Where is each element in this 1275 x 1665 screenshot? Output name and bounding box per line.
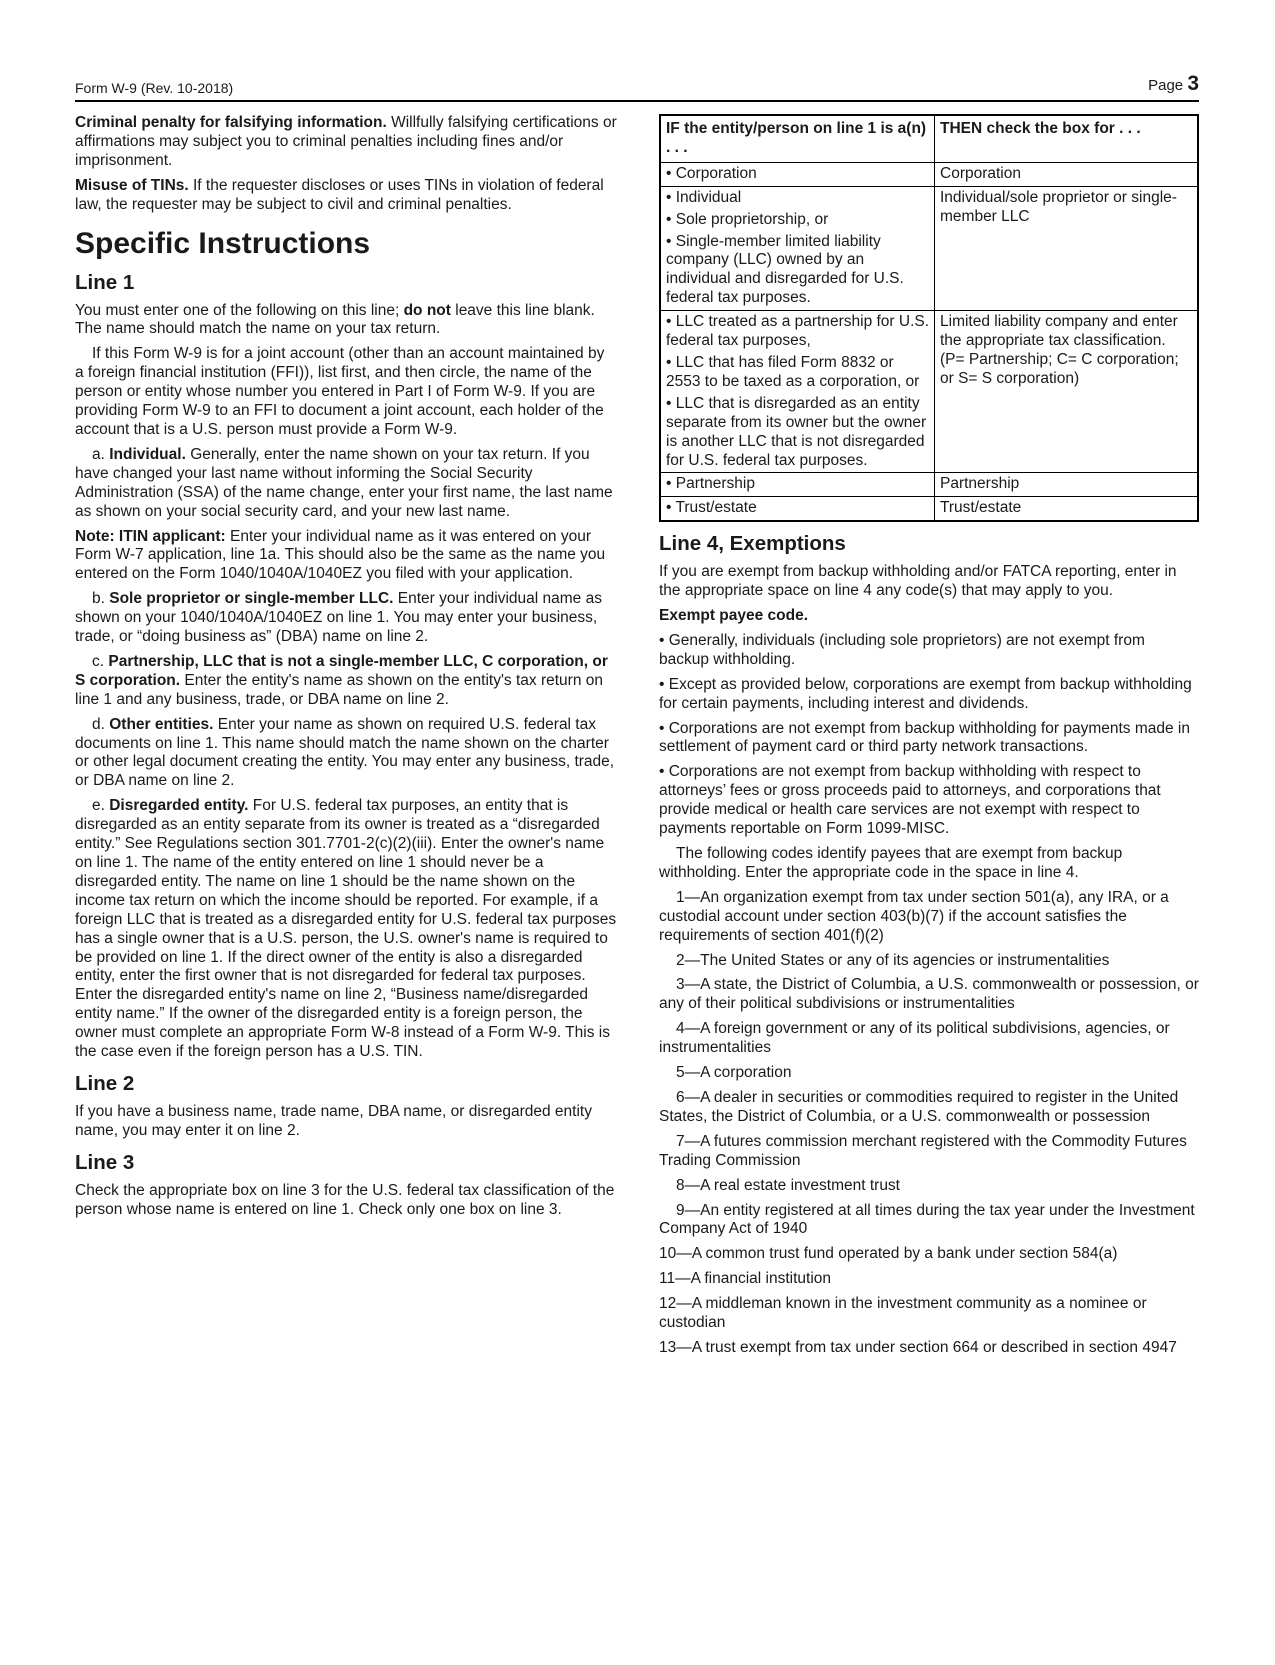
- line1-paragraph-2: If this Form W-9 is for a joint account (other than an account maintained by a foreign financial institution (FFI)), list first, and then circle, the name of the person or entity whose number you entered in Part I of Form W-9. If you are providing Form W-9 to an FFI to document a joint account, each holder of the account that is a U.S. person must provide a Form W-9.: [75, 345, 605, 438]
- table-row: [660, 497, 1198, 521]
- table-cell-if: [660, 162, 935, 186]
- line1-p1-emphasis: do not: [403, 301, 451, 319]
- table-cell-if: [660, 497, 935, 521]
- table-cell-then: Limited liability company and enter the appropriate tax classification. (P= Partnership; C= C corporation; or S= S corporation): [935, 311, 1199, 473]
- table-cell-if: [660, 311, 935, 473]
- line3-paragraph: Check the appropriate box on line 3 for the U.S. federal tax classification of the person whose name is entered on line 1. Check only one box on line 3.: [75, 1181, 615, 1218]
- line1-p1-c: leave this line blank. The name should match the name on your tax return.: [75, 301, 595, 338]
- exempt-payee-label: Exempt payee code.: [659, 607, 809, 625]
- exempt-code-item: 12—A middleman known in the investment community as a nominee or custodian: [659, 1295, 1147, 1332]
- line4-intro: If you are exempt from backup withholding and/or FATCA reporting, enter in the appropriate space on line 4 any code(s) that may apply to you.: [659, 563, 1177, 600]
- item-c-lead: Partnership, LLC that is not a single-member LLC, C corporation, or S corporation.: [75, 652, 608, 689]
- misuse-text: If the requester discloses or uses TINs in violation of federal law, the requester may be subject to civil and criminal penalties.: [75, 176, 604, 213]
- item-b-paragraph: [75, 590, 617, 647]
- table-cell-then: Corporation: [935, 162, 1199, 186]
- table-cell-if: [660, 473, 935, 497]
- codes-intro: The following codes identify payees that are exempt from backup withholding. Enter the appropriate code in the space in line 4.: [659, 845, 1123, 881]
- item-c-text: Enter the entity's name as shown on the entity's tax return on line 1 and any business, trade, or DBA name on line 2.: [75, 671, 604, 708]
- table-row: [660, 311, 1198, 473]
- table-cell-then: Trust/estate: [935, 497, 1199, 521]
- table-bullet: • Individual: [666, 188, 742, 206]
- item-d-lead: Other entities.: [109, 715, 214, 733]
- exempt-payee-heading: [659, 607, 1199, 626]
- specific-instructions-heading: Specific Instructions: [75, 226, 371, 260]
- line4-heading: Line 4, Exemptions: [659, 532, 846, 556]
- item-e-prefix: e.: [92, 797, 110, 815]
- exempt-bullet: • Corporations are not exempt from backup withholding for payments made in settlement of payment card or third party network transactions.: [659, 719, 1190, 756]
- itin-note-lead: Note: ITIN applicant:: [75, 527, 226, 545]
- page-number: 3: [1187, 72, 1199, 95]
- table-row: [660, 162, 1198, 186]
- exempt-code-item: 8—A real estate investment trust: [676, 1176, 900, 1194]
- item-d-prefix: d.: [92, 715, 110, 733]
- line2-heading: Line 2: [75, 1071, 135, 1095]
- table-bullet: • LLC that is disregarded as an entity separate from its owner but the owner is another LLC that is not disregarded for U.S. federal tax purposes.: [666, 394, 927, 469]
- item-a-text: Generally, enter the name shown on your tax return. If you have changed your last name without informing the Social Security Administration (SSA) of the name change, enter your first name, the last name as shown on your social security card, and your new last name.: [75, 445, 613, 520]
- table-bullet: • Single-member limited liability company (LLC) owned by an individual and disregarded for U.S. federal tax purposes.: [666, 232, 904, 307]
- exempt-code-item: 6—A dealer in securities or commodities required to register in the United States, the District of Columbia, or a U.S. commonwealth or possession: [659, 1088, 1179, 1125]
- exempt-code-item: 13—A trust exempt from tax under section 664 or described in section 4947: [659, 1338, 1177, 1356]
- exempt-code-item: 11—A financial institution: [659, 1270, 832, 1288]
- left-column: [75, 114, 617, 1226]
- exempt-code-item: 2—The United States or any of its agencies or instrumentalities: [676, 951, 1110, 969]
- item-b-text: Enter your individual name as shown on your 1040/1040A/1040EZ on line 1. You may enter your business, trade, or “doing business as” (DBA) name on line 2.: [75, 590, 602, 646]
- item-e-lead: Disregarded entity.: [109, 797, 249, 815]
- line1-p1-a: You must enter one of the following on this line;: [75, 301, 404, 319]
- table-bullet: • Sole proprietorship, or: [666, 210, 829, 228]
- exempt-bullet: • Generally, individuals (including sole proprietors) are not exempt from backup withholding.: [659, 631, 1145, 668]
- table-bullet: • LLC treated as a partnership for U.S. federal tax purposes,: [666, 313, 930, 350]
- exempt-code-item: 4—A foreign government or any of its political subdivisions, agencies, or instrumentalities: [659, 1020, 1170, 1057]
- table-cell-then: Partnership: [935, 473, 1199, 497]
- table-bullet: • LLC that has filed Form 8832 or 2553 to be taxed as a corporation, or: [666, 353, 920, 390]
- table-bullet: • Corporation: [666, 164, 757, 182]
- form-label: Form W-9 (Rev. 10-2018): [75, 80, 234, 96]
- item-e-paragraph: [75, 797, 617, 1062]
- table-header-row: [660, 115, 1198, 162]
- classification-table: [659, 114, 1199, 522]
- item-b-lead: Sole proprietor or single-member LLC.: [109, 590, 394, 608]
- misuse-paragraph: [75, 177, 617, 215]
- table-row: [660, 473, 1198, 497]
- criminal-penalty-paragraph: [75, 114, 617, 171]
- table-bullet: • Trust/estate: [666, 499, 757, 517]
- item-e-text: For U.S. federal tax purposes, an entity that is disregarded as an entity separate from its owner is treated as a “disregarded entity.” See Regulations section 301.7701-2(c)(2)(iii). Enter the owner's name on line 1. The name of the entity entered on line 1 should never be a disregarded entity. The name on line 1 should be the name shown on the income tax return on which the income should be reported. For example, if a foreign LLC that is treated as a disregarded entity for U.S. federal tax purposes has a single owner that is a U.S. person, the U.S. owner's name is required to be provided on line 1. If the direct owner of the entity is also a disregarded entity, enter the first owner that is not disregarded for federal tax purposes. Enter the disregarded entity's name on line 2, “Business name/disregarded entity name.” If the owner of the disregarded entity is a foreign person, the owner must complete an appropriate Form W-8 instead of a Form W-9. This is the case even if the foreign person has a U.S. TIN.: [75, 797, 617, 1061]
- table-bullet: • Partnership: [666, 475, 755, 493]
- header-if: IF the entity/person on line 1 is a(n) . . .: [660, 115, 935, 162]
- line2-paragraph: If you have a business name, trade name, DBA name, or disregarded entity name, you may enter it on line 2.: [75, 1102, 592, 1139]
- item-a-prefix: a.: [92, 445, 110, 463]
- exempt-code-item: 1—An organization exempt from tax under section 501(a), any IRA, or a custodial account under section 403(b)(7) if the account satisfies the requirements of section 401(f)(2): [659, 888, 1169, 944]
- right-column: [659, 114, 1199, 1364]
- item-a-lead: Individual.: [109, 445, 186, 463]
- item-c-prefix: c.: [92, 652, 109, 670]
- itin-note-text: Enter your individual name as it was entered on your Form W-7 application, line 1a. This should also be the same as the name you entered on the Form 1040/1040A/1040EZ you filed with your application.: [75, 527, 606, 583]
- page-header: [75, 70, 1199, 102]
- page-label: Page: [1148, 77, 1184, 94]
- table-cell-then: Individual/sole proprietor or single-member LLC: [935, 186, 1199, 310]
- exempt-code-item: 7—A futures commission merchant registered with the Commodity Futures Trading Commission: [659, 1132, 1187, 1169]
- exempt-code-item: 10—A common trust fund operated by a bank under section 584(a): [659, 1245, 1118, 1263]
- table-row: [660, 186, 1198, 310]
- header-then: THEN check the box for . . .: [935, 115, 1199, 162]
- exempt-bullet: • Corporations are not exempt from backup withholding with respect to attorneys’ fees or gross proceeds paid to attorneys, and corporations that provide medical or health care services are not exempt with respect to payments reportable on Form 1099-MISC.: [659, 763, 1161, 838]
- itin-note-paragraph: [75, 528, 617, 585]
- item-b-prefix: b.: [92, 590, 110, 608]
- item-d-text: Enter your name as shown on required U.S. federal tax documents on line 1. This name should match the name shown on the charter or other legal document creating the entity. You may enter any business, trade, or DBA name on line 2.: [75, 715, 615, 790]
- line3-heading: Line 3: [75, 1150, 135, 1174]
- criminal-penalty-lead: Criminal penalty for falsifying information.: [75, 114, 387, 131]
- line1-heading: Line 1: [75, 270, 135, 294]
- line1-paragraph-1: [75, 302, 617, 340]
- exempt-code-item: 9—An entity registered at all times during the tax year under the Investment Company Act of 1940: [659, 1201, 1195, 1238]
- item-d-paragraph: [75, 716, 617, 792]
- exempt-code-item: 3—A state, the District of Columbia, a U.S. commonwealth or possession, or any of their political subdivisions or instrumentalities: [659, 976, 1199, 1013]
- table-cell-if: [660, 186, 935, 310]
- exempt-code-item: 5—A corporation: [676, 1064, 792, 1082]
- item-a-paragraph: [75, 446, 617, 522]
- exempt-bullet: • Except as provided below, corporations are exempt from backup withholding for certain payments, including interest and dividends.: [659, 675, 1192, 712]
- misuse-lead: Misuse of TINs.: [75, 176, 189, 194]
- page-indicator: [1148, 72, 1199, 96]
- item-c-paragraph: [75, 653, 617, 710]
- criminal-penalty-text: Willfully falsifying certifications or affirmations may subject you to criminal penalties including fines and/or imprisonment.: [75, 114, 617, 169]
